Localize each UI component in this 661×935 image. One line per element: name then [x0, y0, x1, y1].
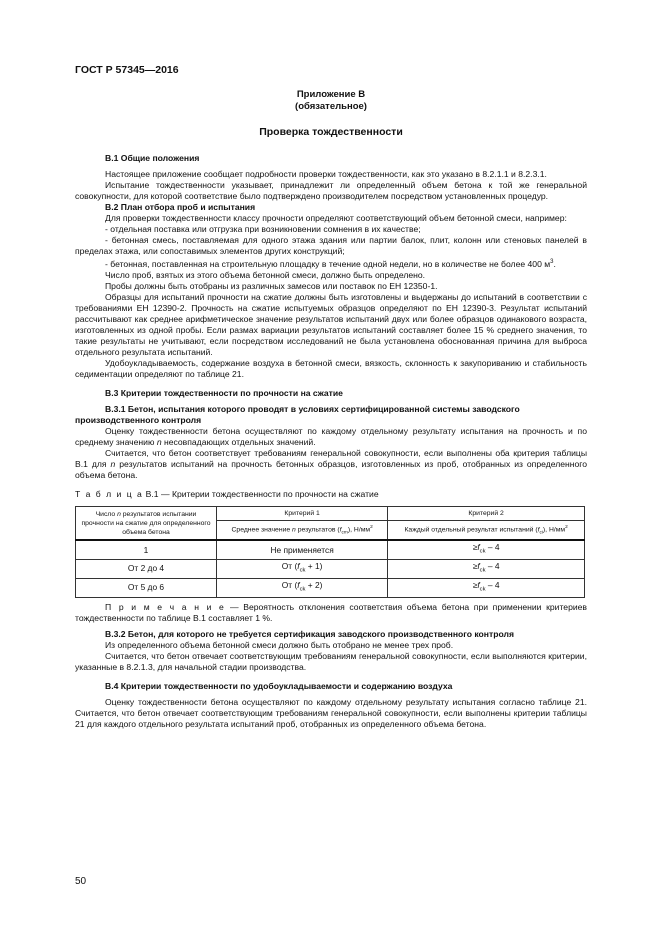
paragraph: Испытание тождественности указывает, принадлежит ли определенный объем бетона к той же генеральной совокупности, для которой соответствие было подтверждено производителем посредством установленных процедур.: [75, 180, 587, 201]
section-heading-b2: В.2 План отбора проб и испытания: [105, 202, 256, 212]
paragraph: Считается, что бетон соответствует требованиям генеральной совокупности, если выполнены оба критерия таблицы В.1 для n результатов испытаний на прочность бетонных образцов, изготовленных из проб, отобранных из определенного объема бетона.: [75, 447, 587, 480]
paragraph: Образцы для испытаний прочности на сжатие должны быть изготовлены и выдержаны до испытаний в соответствии с требованиями ЕН 12390-2. Прочность на сжатие испытуемых образцов определяют по ЕН 12390-3. Результат испытаний рассчитывают как среднее арифметическое значение результатов испытаний двух или более образцов одинакового возраста, изготовленных из одной пробы. Если размах вариации результатов испытаний составляет более 15 % среднего значения, то такие результаты не учитывают, если посредством исследований не была установлена обоснованная причина для выброса отдельного результата испытаний.: [75, 291, 587, 357]
list-item: - бетонная смесь, поставляемая для одного этажа здания или партии балок, плит, колонн или стеновых панелей в пределах этажа, или сопоставимых элементов других конструкций;: [75, 235, 587, 256]
document-body: [75, 153, 587, 730]
appendix-name: Приложение В: [296, 89, 366, 100]
paragraph: Удобоукладываемость, содержание воздуха в бетонной смеси, вязкость, склонность к закупориванию и стабильность седиментации определяют по таблице 21.: [75, 357, 587, 379]
section-heading-b3: В.3 Критерии тождественности по прочности на сжатие: [105, 387, 343, 398]
paragraph: Для проверки тождественности классу прочности определяют соответствующий объем бетонной смеси, например:: [105, 213, 567, 223]
subsection-heading-b31: В.3.1 Бетон, испытания которого проводят в условиях сертифицированной системы заводского производственного контроля: [75, 403, 520, 425]
section-heading-b4: В.4 Критерии тождественности по удобоукладываемости и содержанию воздуха: [105, 680, 453, 691]
paragraph: Оценку тождественности бетона осуществляют по каждому отдельному результату испытания согласно таблице 21. Считается, что бетон отвечает соответствующим требованиям генеральной совокупности, если выполнены критерии таблицы 21 для каждого отдельного результата испытаний проб, отобранных из определенного объема бетона.: [75, 696, 587, 729]
table-subheader-crit1: Среднее значение n результатов $(f_{cm})$, $Н/мм^2$: [217, 520, 388, 540]
table-note: П р и м е ч а н и е — Вероятность отклонения соответствия объема бетона при применении критериев тождественности по таблице В.1 составляет 1 %.: [75, 601, 587, 623]
table-header-n: Число n результатов испытании прочности на сжатие для определенного объема бетона: [76, 506, 217, 540]
criteria-table: [75, 506, 585, 598]
paragraph: Число проб, взятых из этого объема бетонной смеси, должно быть определено.: [105, 269, 426, 280]
paragraph: Пробы должны быть отобраны из различных замесов или поставок по ЕН 12350-1.: [105, 280, 438, 291]
section-heading-b1: В.1 Общие положения: [105, 153, 200, 163]
paragraph: Настоящее приложение сообщает подробности проверки тождественности, как это указано в 8.2.1.1 и 8.2.3.1.: [105, 169, 547, 179]
table-header-crit2: Критерий 2: [388, 506, 585, 520]
list-item: - отдельная поставка или отгрузка при возникновении сомнения в их качестве;: [105, 224, 421, 234]
table-header-crit1: Критерий 1: [217, 506, 388, 520]
subsection-heading-b32: В.3.2 Бетон, для которого не требуется сертификация заводского производственного контроля: [105, 628, 514, 639]
table-row: От 5 до 6 От $(f_{ck} + 2)$ $\ge f_{ck} - 4$: [76, 578, 585, 597]
table-subheader-crit2: Каждый отдельный результат испытаний $(f_{ci})$, $Н/мм^2$: [388, 520, 585, 540]
appendix-title: Проверка тождественности: [259, 126, 403, 138]
table-caption: Т а б л и ц а В.1 — Критерии тождественности по прочности на сжатие: [75, 488, 379, 499]
paragraph: Из определенного объема бетонной смеси должно быть отобрано не менее трех проб.: [105, 639, 454, 650]
paragraph: Считается, что бетон отвечает соответствующим требованиям генеральной совокупности, если выполняются критерии, указанные в 8.2.1.3, для начальной стадии производства.: [75, 650, 587, 672]
table-row: 1 Не применяется $\ge f_{ck} - 4$: [76, 540, 585, 559]
list-item: - бетонная, поставленная на строительную площадку в течение одной недели, но в количестве не более 400 $м^3$.: [105, 258, 556, 269]
document-header: ГОСТ Р 57345—2016: [75, 64, 179, 76]
table-row: От 2 до 4 От $(f_{ck} + 1)$ $\ge f_{ck} - 4$: [76, 560, 585, 579]
page-number: 50: [75, 876, 87, 887]
appendix-status: (обязательное): [295, 101, 367, 112]
paragraph: Оценку тождественности бетона осуществляют по каждому отдельному результату испытания на прочность и по среднему значению n несовпадающих отдельных значений.: [75, 425, 587, 447]
